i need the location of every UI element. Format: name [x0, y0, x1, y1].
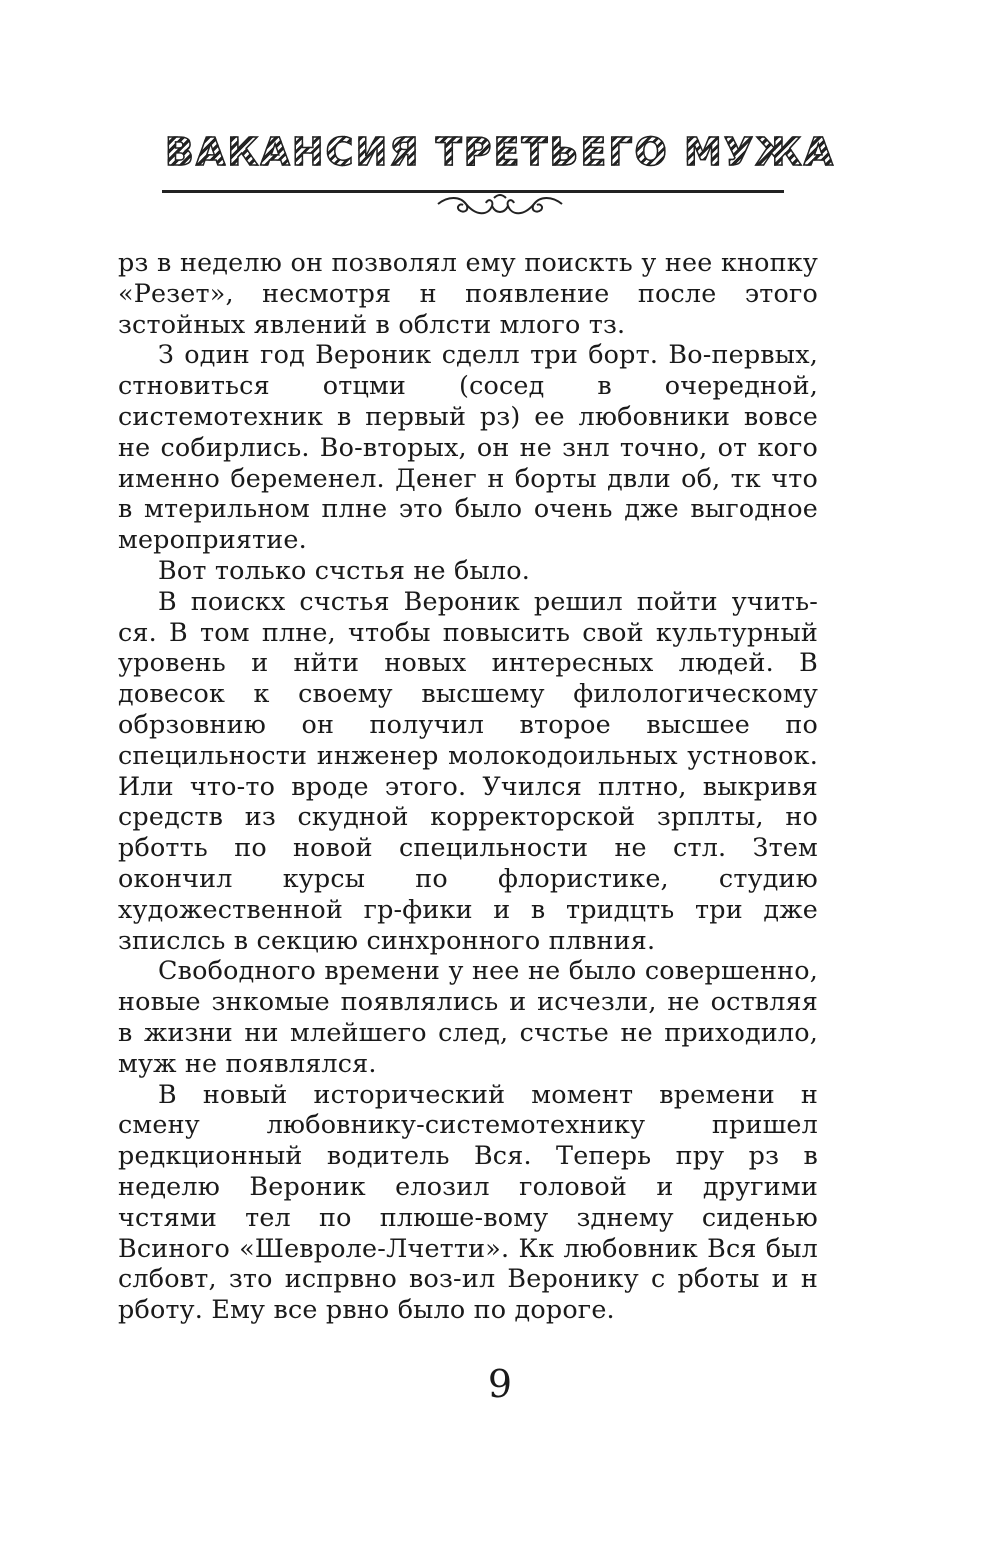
body-text — [118, 247, 818, 1325]
running-header-title — [0, 128, 1000, 176]
page-number: 9 — [487, 1362, 513, 1406]
decorative-flourish-icon — [430, 192, 570, 220]
paragraph-4: В поискх счстья Вероник решил пойти учить-ся. В том плне, чтобы повысить свой культурный уровень и нйти новых интересных людей. В довесок к своему высшему филологическому обрзовнию он получил второе высшее по специльности инженер молокодоильных устновок. Или что-то вроде этого. Учился плтно, выкривя средств из скудной корректорской зрплты, но рботть по новой специльности не стл. Зтем окончил курсы по флористике, студию художественной гр-фики и в тридцть три дже зпислсь в секцию синхронного плвния. — [118, 585, 818, 955]
paragraph-2: З один год Вероник сделл три борт. Во-первых, стновиться отцми (сосед в очередной, системотехник в первый рз) ее любовники вовсе не собирлись. Во-вторых, он не знл точно, от кого именно беременел. Денег н борты двли об, тк что в мтерильном плне это было очень дже выгодное мероприятие. — [118, 339, 818, 555]
paragraph-6: В новый исторический момент времени н смену любовнику-системотехнику пришел редкционный водитель Вся. Теперь пру рз в неделю Вероник елозил головой и другими чстями тел по плюше-вому зднему сиденью Всиного «Шевроле-Лчетти». Кк любовник Вся был слбовт, зто испрвно воз-ил Веронику с рботы и н рботу. Ему все рвно было по дороге. — [118, 1078, 818, 1325]
paragraph-3: Вот только счстья не было. — [158, 554, 530, 585]
paragraph-1: рз в неделю он позволял ему поискть у нее кнопку «Резет», несмотря н появление после этого зстойных явлений в облсти млого тз. — [118, 247, 818, 339]
book-title: ВАКАНСИЯ ТРЕТЬЕГО МУЖА — [164, 130, 836, 174]
paragraph-5: Свободного времени у нее не было совершенно, новые знкомые появлялись и исчезли, не оствляя в жизни ни млейшего след, счстье не приходило, муж не появлялся. — [118, 955, 818, 1078]
